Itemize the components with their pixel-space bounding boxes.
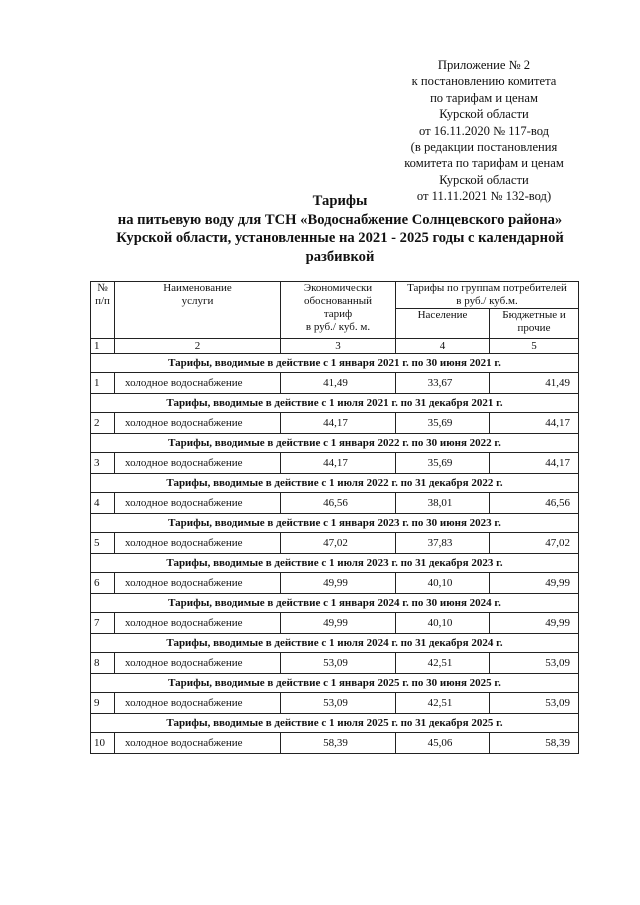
econ-tariff-value: 47,02 xyxy=(281,533,396,554)
period-row xyxy=(91,514,579,533)
annex-block xyxy=(382,57,586,205)
title-line: разбивкой xyxy=(305,248,375,265)
table-row xyxy=(91,493,579,514)
population-tariff-value: 40,10 xyxy=(396,613,490,634)
period-row xyxy=(91,634,579,653)
econ-tariff-value: 44,17 xyxy=(281,413,396,434)
population-tariff-value: 35,69 xyxy=(396,453,490,474)
table-row xyxy=(91,573,579,594)
column-index: 1 xyxy=(91,339,115,354)
econ-tariff-value: 49,99 xyxy=(281,573,396,594)
header-service xyxy=(115,282,281,339)
table-row xyxy=(91,453,579,474)
table-row xyxy=(91,733,579,754)
row-number: 1 xyxy=(91,373,115,394)
header-service-line: услуги xyxy=(181,295,214,307)
service-name: холодное водоснабжение xyxy=(115,733,281,754)
population-tariff-value: 40,10 xyxy=(396,573,490,594)
header-service-line: Наименование xyxy=(163,282,232,294)
annex-line: к постановлению комитета xyxy=(411,74,557,89)
period-row xyxy=(91,434,579,453)
tariffs-table xyxy=(90,281,579,754)
econ-tariff-value: 53,09 xyxy=(281,653,396,674)
annex-line: (в редакции постановления xyxy=(410,140,558,155)
population-tariff-value: 42,51 xyxy=(396,693,490,714)
period-row xyxy=(91,394,579,413)
period-heading: Тарифы, вводимые в действие с 1 января 2025 г. по 30 июня 2025 г. xyxy=(91,674,579,693)
service-name: холодное водоснабжение xyxy=(115,693,281,714)
annex-line: от 16.11.2020 № 117-вод xyxy=(418,123,550,138)
header-econ-tariff xyxy=(281,282,396,339)
row-number: 4 xyxy=(91,493,115,514)
service-name: холодное водоснабжение xyxy=(115,653,281,674)
document-title xyxy=(40,192,640,266)
population-tariff-value: 33,67 xyxy=(396,373,490,394)
econ-tariff-value: 53,09 xyxy=(281,693,396,714)
table-row xyxy=(91,613,579,634)
population-tariff-value: 37,83 xyxy=(396,533,490,554)
annex-line: Курской области xyxy=(439,172,529,187)
budget-tariff-value: 47,02 xyxy=(490,533,579,554)
table-row xyxy=(91,693,579,714)
row-number: 5 xyxy=(91,533,115,554)
budget-tariff-value: 41,49 xyxy=(490,373,579,394)
period-heading: Тарифы, вводимые в действие с 1 июля 2021 г. по 31 декабря 2021 г. xyxy=(91,394,579,413)
annex-line: Приложение № 2 xyxy=(437,58,531,72)
title-line: Курской области, установленные на 2021 - 2025 годы с календарной xyxy=(116,230,564,247)
budget-tariff-value: 44,17 xyxy=(490,413,579,434)
econ-tariff-value: 44,17 xyxy=(281,453,396,474)
title-line: на питьевую воду для ТСН «Водоснабжение Солнцевского района» xyxy=(117,211,563,228)
period-row xyxy=(91,714,579,733)
econ-tariff-value: 46,56 xyxy=(281,493,396,514)
header-econ-line: в руб./ куб. м. xyxy=(305,321,371,333)
service-name: холодное водоснабжение xyxy=(115,453,281,474)
population-tariff-value: 38,01 xyxy=(396,493,490,514)
annex-line: по тарифам и ценам xyxy=(430,90,538,105)
budget-tariff-value: 46,56 xyxy=(490,493,579,514)
table-header-row xyxy=(91,282,579,309)
period-heading: Тарифы, вводимые в действие с 1 июля 2025 г. по 31 декабря 2025 г. xyxy=(91,714,579,733)
column-index: 5 xyxy=(490,339,579,354)
population-tariff-value: 45,06 xyxy=(396,733,490,754)
period-row xyxy=(91,594,579,613)
annex-line: от 11.11.2021 № 132-вод) xyxy=(416,189,552,204)
population-tariff-value: 42,51 xyxy=(396,653,490,674)
period-heading: Тарифы, вводимые в действие с 1 января 2024 г. по 30 июня 2024 г. xyxy=(91,594,579,613)
table-row xyxy=(91,533,579,554)
econ-tariff-value: 58,39 xyxy=(281,733,396,754)
header-groups-line: Тарифы по группам потребителей xyxy=(407,282,567,294)
service-name: холодное водоснабжение xyxy=(115,573,281,594)
column-index-row xyxy=(91,339,579,354)
header-budget-line: прочие xyxy=(517,322,551,334)
header-budget-line: Бюджетные и xyxy=(502,309,566,321)
period-row xyxy=(91,474,579,493)
column-index: 2 xyxy=(115,339,281,354)
population-tariff-value: 35,69 xyxy=(396,413,490,434)
budget-tariff-value: 44,17 xyxy=(490,453,579,474)
econ-tariff-value: 41,49 xyxy=(281,373,396,394)
table-row xyxy=(91,373,579,394)
econ-tariff-value: 49,99 xyxy=(281,613,396,634)
period-heading: Тарифы, вводимые в действие с 1 июля 2024 г. по 31 декабря 2024 г. xyxy=(91,634,579,653)
service-name: холодное водоснабжение xyxy=(115,373,281,394)
header-econ-line: обоснованный xyxy=(303,295,373,307)
period-heading: Тарифы, вводимые в действие с 1 июля 2022 г. по 31 декабря 2022 г. xyxy=(91,474,579,493)
budget-tariff-value: 53,09 xyxy=(490,653,579,674)
row-number: 9 xyxy=(91,693,115,714)
row-number: 7 xyxy=(91,613,115,634)
budget-tariff-value: 49,99 xyxy=(490,573,579,594)
table-row xyxy=(91,653,579,674)
budget-tariff-value: 49,99 xyxy=(490,613,579,634)
header-econ-line: Экономически xyxy=(303,282,373,294)
header-population-label: Население xyxy=(417,309,468,321)
header-consumer-groups xyxy=(396,282,579,309)
service-name: холодное водоснабжение xyxy=(115,613,281,634)
header-num-line: № xyxy=(97,282,108,294)
header-num xyxy=(91,282,115,339)
period-row xyxy=(91,554,579,573)
period-row xyxy=(91,674,579,693)
header-groups-line: в руб./ куб.м. xyxy=(456,295,518,307)
budget-tariff-value: 53,09 xyxy=(490,693,579,714)
title-line: Тарифы xyxy=(312,193,368,209)
period-heading: Тарифы, вводимые в действие с 1 января 2022 г. по 30 июня 2022 г. xyxy=(91,434,579,453)
row-number: 10 xyxy=(91,733,115,754)
header-budget xyxy=(490,309,579,339)
annex-line: комитета по тарифам и ценам xyxy=(404,156,564,171)
budget-tariff-value: 58,39 xyxy=(490,733,579,754)
period-row xyxy=(91,354,579,373)
header-population xyxy=(396,309,490,339)
header-num-line: п/п xyxy=(95,295,110,307)
service-name: холодное водоснабжение xyxy=(115,413,281,434)
period-heading: Тарифы, вводимые в действие с 1 января 2021 г. по 30 июня 2021 г. xyxy=(91,354,579,373)
row-number: 2 xyxy=(91,413,115,434)
column-index: 3 xyxy=(281,339,396,354)
annex-line: Курской области xyxy=(439,107,529,122)
table-row xyxy=(91,413,579,434)
row-number: 6 xyxy=(91,573,115,594)
service-name: холодное водоснабжение xyxy=(115,493,281,514)
period-heading: Тарифы, вводимые в действие с 1 июля 2023 г. по 31 декабря 2023 г. xyxy=(91,554,579,573)
row-number: 8 xyxy=(91,653,115,674)
service-name: холодное водоснабжение xyxy=(115,533,281,554)
row-number: 3 xyxy=(91,453,115,474)
period-heading: Тарифы, вводимые в действие с 1 января 2023 г. по 30 июня 2023 г. xyxy=(91,514,579,533)
header-econ-line: тариф xyxy=(323,308,353,320)
column-index: 4 xyxy=(396,339,490,354)
